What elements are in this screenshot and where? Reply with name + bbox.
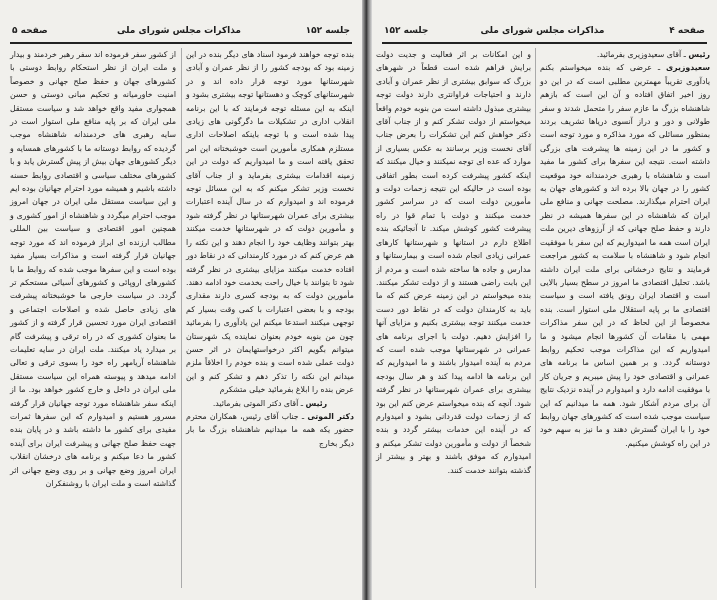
paragraph: بنده توجه خواهند فرمود اسناد های دیگر بنده در این زمینه بود که بودجه کشور را از نظر عمران و آبادی شهرستانها مورد توجه قرار داده اند و در شهرستانهای کوچک و دهستانها توجه بیشتری بشود و اینکه به این مسئله توجه فرمایند که با این برنامه انقلاب اداری در تشکیلات ما دگرگونی های زیادی پیدا شده است و با توجه باینکه اصلاحات اداری مستلزم همکاری مأمورین است خوشبختانه این امر تحقق یافته است و ما امیدواریم که دولت در این زمینه اقدامات بیشتری بفرماید و از جناب آقای نخست وزیر تشکر میکنم که به این مسائل توجه فرموده اند و امیدوارم که در سال آینده اعتبارات بیشتری برای عمران شهرستانها در نظر گرفته شود و مأمورین دولت که در شهرستانها خدمت میکنند بهتر بتوانند وظایف خود را انجام دهند و این نکته را هم عرض کنم که در مورد کارمندانی که در نقاط دور افتاده خدمت میکنند مزایای بیشتری در نظر گرفته شود تا بتوانند با خیال راحت بخدمت خود ادامه دهند. مأمورین دولت که به بودجه کسری دارند مقداری بودجه و با بعضی اعتبارات با کمی وقت بسیار کم توجهی میکنند استدعا میکنم این یادآوری را بفرمائید چون من بنوبه خودم بعنوان نماینده یک شهرستان میتوانم بگویم اکثر درخواستهایمان در اثر حسن دولت عملی شده است و بنده خودم را اخلاقاً ملزم میدانم این نکته را تذکر دهم و تشکر کنم و این عرض بنده را ابلاغ بفرمائید خیلی متشکرم — [186, 50, 354, 395]
book-spine — [362, 0, 372, 600]
text-column-left — [376, 48, 531, 477]
header-rule — [10, 42, 352, 44]
speaker-text: جناب آقای رئیس، همکاران محترم حضور یکه همه ما میدانیم شاهنشاه بزرگ ما بار دیگر بخارج — [186, 411, 354, 448]
speaker-line: دکتر الموتی ـ جناب آقای رئیس، همکاران محترم حضور یکه همه ما میدانیم شاهنشاه بزرگ ما بار دیگر بخارج — [186, 411, 354, 448]
column-divider — [535, 48, 536, 588]
column-divider — [181, 48, 182, 588]
paragraph: و این امکانات بر اثر فعالیت و جدیت دولت برایش فراهم شده است قطعاً در شهرهای بزرگ که سوابق بیشتری از نظر عمران و آبادی دارند و احتیاجات فراوانتری دارند دولت توجه بیشتری مبذول داشته است من بنوبه خودم واقعاً میخواستم از دولت تشکر کنم و از جناب آقای دکتر خواهش کنم این تشکرات را بعرض جناب آقای نخست وزیر برسانند به عکس بسیاری از موارد که عده ای توجه نمیکنند و خیال میکنند که اینکه کشور پیشرفت کرده است بطور اتفاقی بوده است در حالیکه این نتیجه زحمات دولت و مأمورین دولت است که در سراسر کشور خدمت میکنند و دولت با تمام قوا در راه پیشرفت کشور کوشش میکند. تا آنجائیکه بنده اطلاع دارم در استانها و شهرستانها کارهای عمرانی زیادی انجام شده است و بیمارستانها و مدارس و جاده ها ساخته شده است و مردم از این بابت راضی هستند و از دولت تشکر میکنند. بنده میخواستم در این زمینه عرض کنم که ما باید به کارمندان دولت که در نقاط دور دست خدمت میکنند توجه بیشتری بکنیم و مزایای آنها را افزایش دهیم. دولت با اجرای برنامه های عمرانی در شهرستانها موجب شده است که مردم به آینده امیدوار باشند و ما امیدواریم که این برنامه ها ادامه پیدا کند و هر سال بودجه بیشتری برای عمران شهرستانها در نظر گرفته شود. آنچه که بنده میخواستم عرض کنم این بود که از زحمات دولت قدردانی بشود و امیدوارم که در آینده این خدمات بیشتر گردد و بنده شخصاً از دولت و مأمورین دولت تشکر میکنم و امیدوارم که موفق باشند و بهتر و بیشتر از گذشته بتوانند خدمت کنند. — [376, 50, 531, 475]
speaker-text: آقای دکتر الموتی بفرمائید. — [212, 398, 299, 408]
speaker-line: رئیس ـ آقای سعیدوزیری بفرمائید. — [596, 50, 710, 59]
speaker-text: آقای سعیدوزیری بفرمائید. — [596, 50, 682, 59]
right-page — [372, 0, 717, 600]
page-title: مذاکرات مجلس شورای ملی — [116, 26, 241, 36]
speaker-text: عرضی که بنده میخواستم بکنم یادآوری تقریباً مهمترین مطلبی است که در این دو روز اخیر اتفاق افتاده و آن این است که بازهم شاهنشاه بزرگ ما عازم سفر را متحمل شدند و سفر طولانی و دور و دراز آنسوی دریاها تشریف بردند بمنظور مسائلی که مورد مذاکره و مورد توجه است و کشور ما در این زمینه ها پیشرفت های بزرگی داشته است. نتیجه این سفرها برای کشور ما مفید است و شاهنشاه با رهبری خردمندانه خود موقعیت کشور را در جهان بالا برده اند و کشورهای جهان به ایران احترام میگذارند. مصلحت جهانی و منافع ملی ایران که شاهنشاه در این سفرها همیشه در نظر دارند و حفظ صلح جهانی که از آرزوهای دیرین ملت ایران است همه ما امیدواریم که این سفر با موفقیت انجام شود و شاهنشاه با سلامت به کشور مراجعت فرمایند و نتایج درخشانی برای ملت ایران داشته باشد. تحلیل اقتصادی ما امروز در سطح بسیار بالایی است و اقتصاد ایران رونق یافته است و سیاست اقتصادی ما بر پایه استقلال ملی استوار است. بنده مخصوصاً از این لحاظ که در این سفر مذاکرات مهمی با مقامات آن کشورها انجام میشود و ما امیدواریم که این مذاکرات موجب تحکیم روابط دوستانه گردد. و بر همین اساس ما برنامه های عمرانی و اقتصادی خود را پیش میبریم و جریان کار با موفقیت ادامه دارد و امیدوارم در آینده نزدیک نتایج آن برای مردم آشکار شود. همه ما میدانیم که این سیاست موجب شده است که کشورهای جهان روابط خود را با ایران گسترش دهند و ما نیز به سهم خود در این راه کوشش میکنیم. — [540, 63, 710, 448]
speaker-name: رئیس — [305, 398, 328, 408]
text-column-right — [186, 48, 354, 450]
speaker-name: دکتر الموتی — [307, 411, 354, 421]
speaker-name: رئیس — [688, 50, 710, 59]
page-number: صفحه ۵ — [12, 26, 48, 36]
page-header — [12, 26, 350, 40]
session-number: جلسه ۱۵۲ — [384, 26, 429, 36]
page-title: مذاکرات مجلس شورای ملی — [480, 26, 605, 36]
speaker-line: سعیدوزیری ـ عرضی که بنده میخواستم بکنم یادآوری تقریباً مهمترین مطلبی است که در این دو روز اخیر اتفاق افتاده و آن این است که بازهم شاهنشاه بزرگ ما عازم سفر را متحمل شدند و سفر طولانی و دور و دراز آنسوی دریاها تشریف بردند بمنظور مسائلی که مورد مذاکره و مورد توجه است و کشور ما در این زمینه ها پیشرفت های بزرگی داشته است. نتیجه این سفرها برای کشور ما مفید است و شاهنشاه با رهبری خردمندانه خود موقعیت کشور را در جهان بالا برده اند و کشورهای جهان به ایران احترام میگذارند. مصلحت جهانی و منافع ملی ایران که شاهنشاه در این سفرها همیشه در نظر دارند و حفظ صلح جهانی که از آرزوهای دیرین ملت ایران است همه ما امیدواریم که این سفر با موفقیت انجام شود و شاهنشاه با سلامت به کشور مراجعت فرمایند و نتایج درخشانی برای ملت ایران داشته باشد. تحلیل اقتصادی ما امروز در سطح بسیار بالایی است و اقتصاد ایران رونق یافته است و سیاست اقتصادی ما بر پایه استقلال ملی استوار است. بنده مخصوصاً از این لحاظ که در این سفر مذاکرات مهمی با مقامات آن کشورها انجام میشود و ما امیدواریم که این مذاکرات موجب تحکیم روابط دوستانه گردد. و بر همین اساس ما برنامه های عمرانی و اقتصادی خود را پیش میبریم و جریان کار با موفقیت ادامه دارد و امیدوارم در آینده نزدیک نتایج آن برای مردم آشکار شود. همه ما میدانیم که این سیاست موجب شده است که کشورهای جهان روابط خود را با ایران گسترش دهند و ما نیز به سهم خود در این راه کوشش میکنیم. — [540, 63, 710, 448]
speaker-line: رئیس ـ آقای دکتر الموتی بفرمائید. — [212, 398, 328, 408]
header-rule — [382, 42, 707, 44]
speaker-name: سعیدوزیری — [665, 63, 710, 73]
paragraph: از کشور سفر فرموده اند سفر رهبر خردمند و بیدار و ملت ایران از نظر استحکام روابط دوستی با کشورهای جهان و حفظ صلح جهانی و خصوصاً امنیت خاورمیانه و تحکیم مبانی دوستی و حسن همجواری مفید واقع خواهد شد و سیاست مستقل ملی ایران که بر پایه منافع ملی استوار است در سایه رهبری های خردمندانه شاهنشاه موجب گردیده که روابط دوستانه ما با کشورهای همسایه و دیگر کشورهای جهان بیش از پیش گسترش یابد و با کشورهای مختلف سیاسی و اقتصادی روابط حسنه داشته باشیم و همیشه مورد احترام جهانیان بوده ایم و این سیاست مستقل ملی ایران در جهان امروز موجب احترام میگردد و شاهنشاه از امور کشوری و همچنین امور اقتصادی و سیاست بین المللی مطالب ارزنده ای ابراز فرموده اند که مورد توجه جهانیان قرار گرفته است و مذاکرات بسیار مفید بوده است و این سفرها موجب شده که روابط ما با کشورهای اروپائی و کشورهای آسیائی مستحکم تر گردد. در سیاست خارجی ما خوشبختانه پیشرفت های زیادی حاصل شده و اصلاحات اجتماعی و اقتصادی ایران مورد تحسین قرار گرفته و از کشور ما بعنوان کشوری که در راه ترقی و پیشرفت گام بر میدارد یاد میکنند. ملت ایران در سایه تعلیمات شاهنشاه آریامهر راه خود را بسوی ترقی و تعالی ادامه میدهد و پیوسته همراه این سیاست مستقل ملی ایران در داخل و خارج کشور خواهد بود. ما از اینکه سفر شاهنشاه مورد توجه جهانیان قرار گرفته مسرور هستیم و امیدوارم که این سفرها ثمرات مفیدی برای کشور ما داشته باشد و در پایان بنده جهت حفظ صلح جهانی و پیشرفت ایران برای آینده کشور ما دعا میکنم و برنامه های درخشان انقلاب ایران امروز وضع جهانی و بر روی وضع جهانی اثر گذاشته است و ملت ایران با روشنفکران — [10, 50, 176, 488]
session-number: جلسه ۱۵۲ — [305, 26, 350, 36]
page-header — [384, 26, 705, 40]
text-column-left — [10, 48, 176, 490]
page-number: صفحه ۴ — [669, 26, 705, 36]
text-column-right — [540, 48, 710, 450]
